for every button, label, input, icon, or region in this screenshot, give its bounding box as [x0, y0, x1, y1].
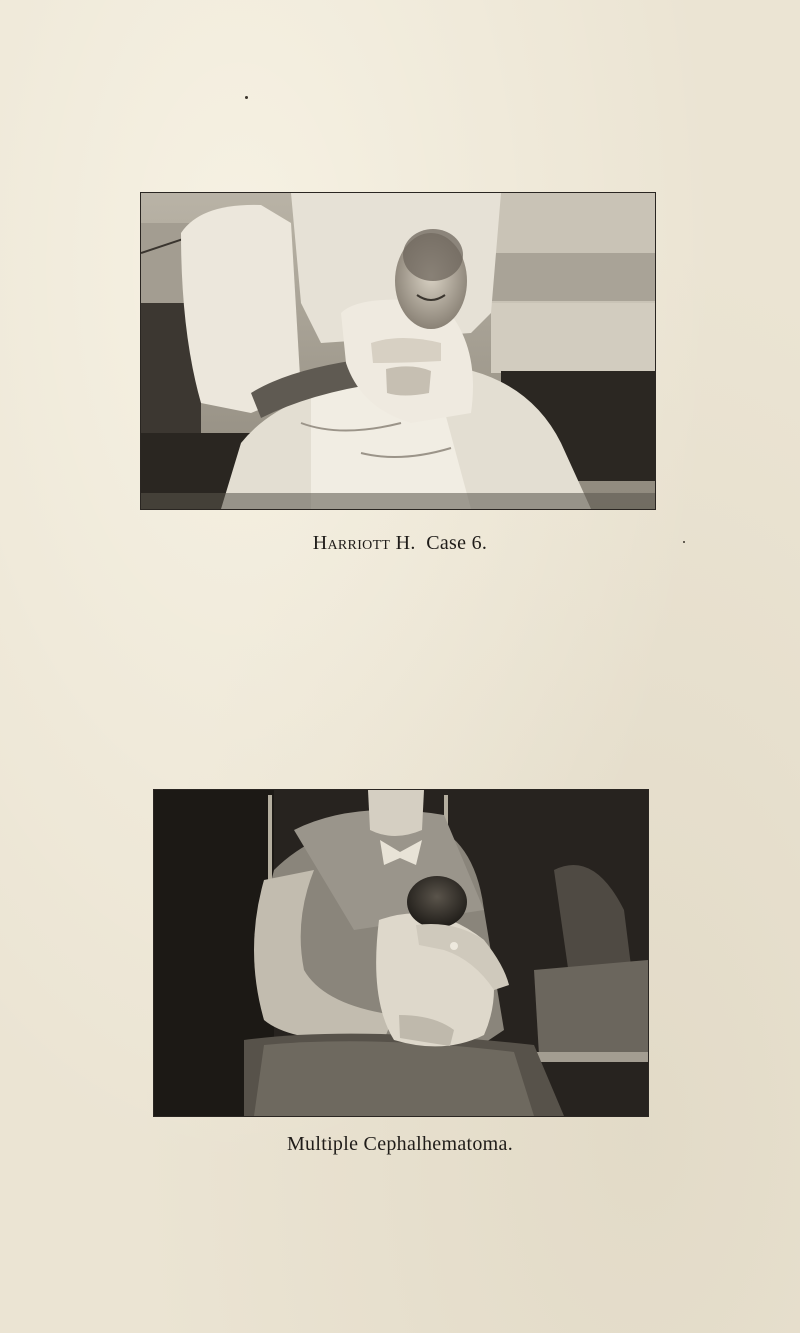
plate-1-caption: [0, 532, 800, 555]
plate-2-caption: Multiple Cephalhematoma.: [286, 1133, 514, 1155]
photo-plate-cephalhematoma: [153, 789, 649, 1117]
photograph-infant-held-upright: [141, 193, 655, 509]
photo-plate-case-6: [140, 192, 656, 510]
ink-speck: [245, 96, 248, 99]
photograph-infant-held-from-behind: [154, 790, 648, 1116]
case-number: Case 6.: [426, 532, 488, 554]
patient-name: Harriott H.: [312, 532, 416, 554]
